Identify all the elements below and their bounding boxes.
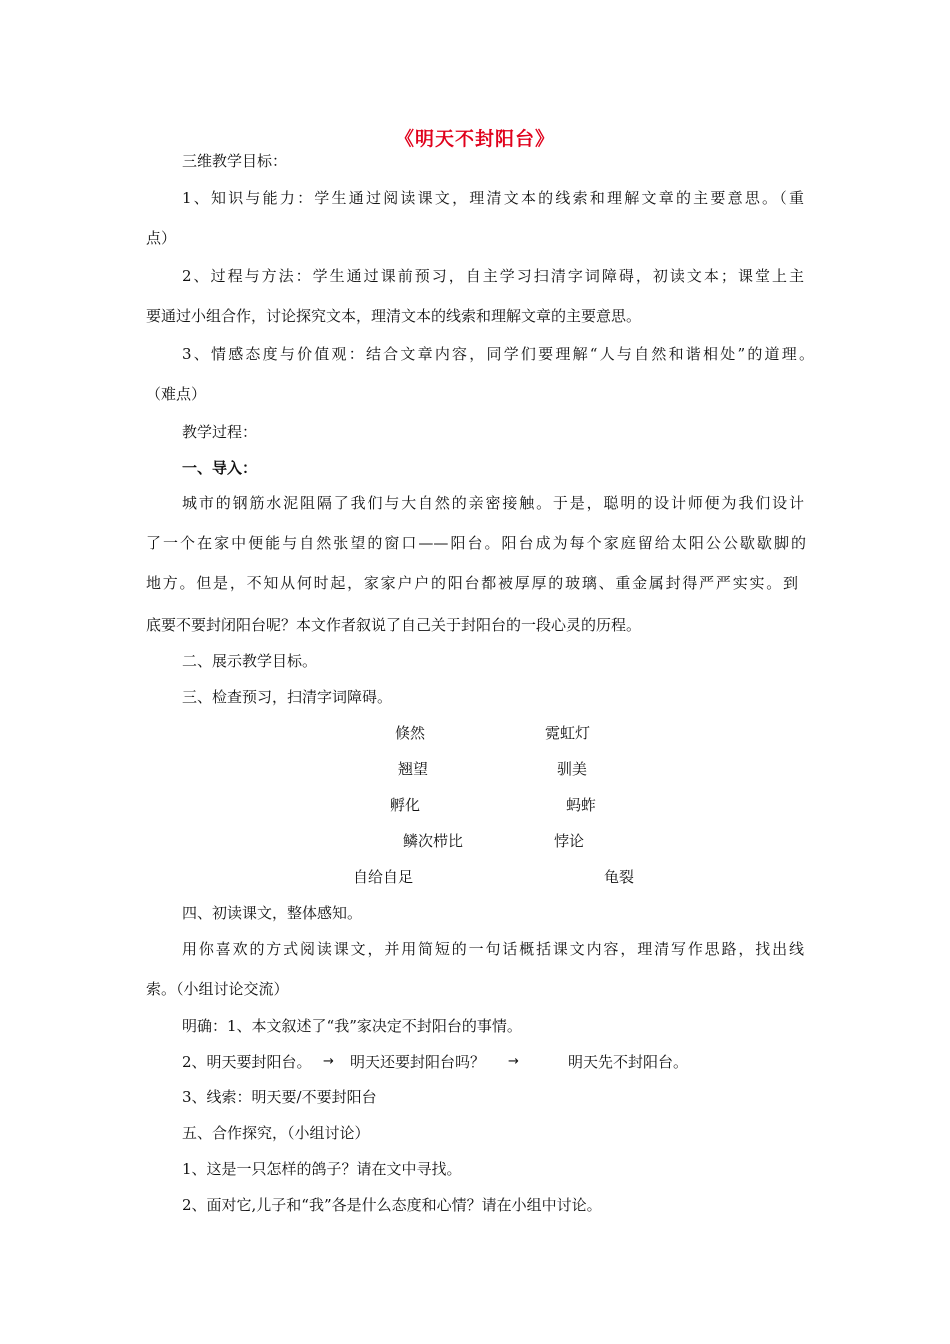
vocab-word: 龟裂 <box>604 868 635 886</box>
vocab-word: 孵化 <box>390 796 421 814</box>
discussion-question-1: 1、这是一只怎样的鸽子？请在文中寻找。 <box>182 1160 462 1178</box>
vocab-word: 蚂蚱 <box>566 796 597 814</box>
objective-2-line-1: 2、过程与方法：学生通过课前预习，自主学习扫清字词障碍，初读文本；课堂上主 <box>182 267 804 285</box>
section-3-heading: 三、检查预习，扫清字词障碍。 <box>182 688 393 706</box>
discussion-question-2: 2、面对它,儿子和“我”各是什么态度和心情？请在小组中讨论。 <box>182 1196 602 1214</box>
reading-instruction-line-2: 索。（小组讨论交流） <box>146 980 289 998</box>
section-1-heading: 一、导入： <box>182 459 258 477</box>
vocab-word: 霓虹灯 <box>545 724 591 742</box>
objective-1-line-2: 点） <box>146 229 177 247</box>
reading-instruction-line-1: 用你喜欢的方式阅读课文，并用简短的一句话概括课文内容，理清写作思路，找出线 <box>182 940 804 958</box>
document-title: 《明天不封阳台》 <box>394 128 555 150</box>
clarify-item-2-part-1: 2、明天要封阳台。 <box>182 1053 312 1071</box>
intro-line-2: 了一个在家中便能与自然张望的窗口——阳台。阳台成为每个家庭留给太阳公公歇歇脚的 <box>146 534 806 552</box>
intro-line-1: 城市的钢筋水泥阻隔了我们与大自然的亲密接触。于是，聪明的设计师便为我们设计 <box>182 494 804 512</box>
objectives-heading: 三维教学目标： <box>182 152 288 170</box>
vocab-word: 倏然 <box>395 724 426 742</box>
vocab-word: 翘望 <box>398 760 429 778</box>
section-5-heading: 五、合作探究，（小组讨论） <box>182 1124 370 1142</box>
clarify-item-2-part-2: 明天还要封阳台吗？ <box>350 1053 486 1071</box>
right-arrow-icon: → <box>323 1054 334 1069</box>
intro-line-3: 地方。但是，不知从何时起，家家户户的阳台都被厚厚的玻璃、重金属封得严严实实。到 <box>146 574 798 592</box>
clarify-item-1: 明确：1、本文叙述了“我”家决定不封阳台的事情。 <box>182 1017 522 1035</box>
vocab-word: 悖论 <box>554 832 585 850</box>
intro-line-4: 底要不要封闭阳台呢？本文作者叙说了自己关于封阳台的一段心灵的历程。 <box>146 616 642 634</box>
process-heading: 教学过程： <box>182 423 258 441</box>
clarify-item-3: 3、线索：明天要/不要封阳台 <box>182 1088 377 1106</box>
objective-3-line-2: （难点） <box>146 385 207 403</box>
vocab-word: 自给自足 <box>353 868 414 886</box>
vocab-word: 驯美 <box>557 760 588 778</box>
section-2-heading: 二、展示教学目标。 <box>182 652 318 670</box>
vocab-word: 鳞次栉比 <box>403 832 464 850</box>
right-arrow-icon: → <box>508 1054 519 1069</box>
objective-1-line-1: 1、知识与能力：学生通过阅读课文，理清文本的线索和理解文章的主要意思。（重 <box>182 189 804 207</box>
section-4-heading: 四、初读课文，整体感知。 <box>182 904 363 922</box>
clarify-item-2-part-3: 明天先不封阳台。 <box>568 1053 689 1071</box>
objective-3-line-1: 3、情感态度与价值观：结合文章内容，同学们要理解“人与自然和谐相处”的道理。 <box>182 345 814 363</box>
objective-2-line-2: 要通过小组合作，讨论探究文本，理清文本的线索和理解文章的主要意思。 <box>146 307 642 325</box>
